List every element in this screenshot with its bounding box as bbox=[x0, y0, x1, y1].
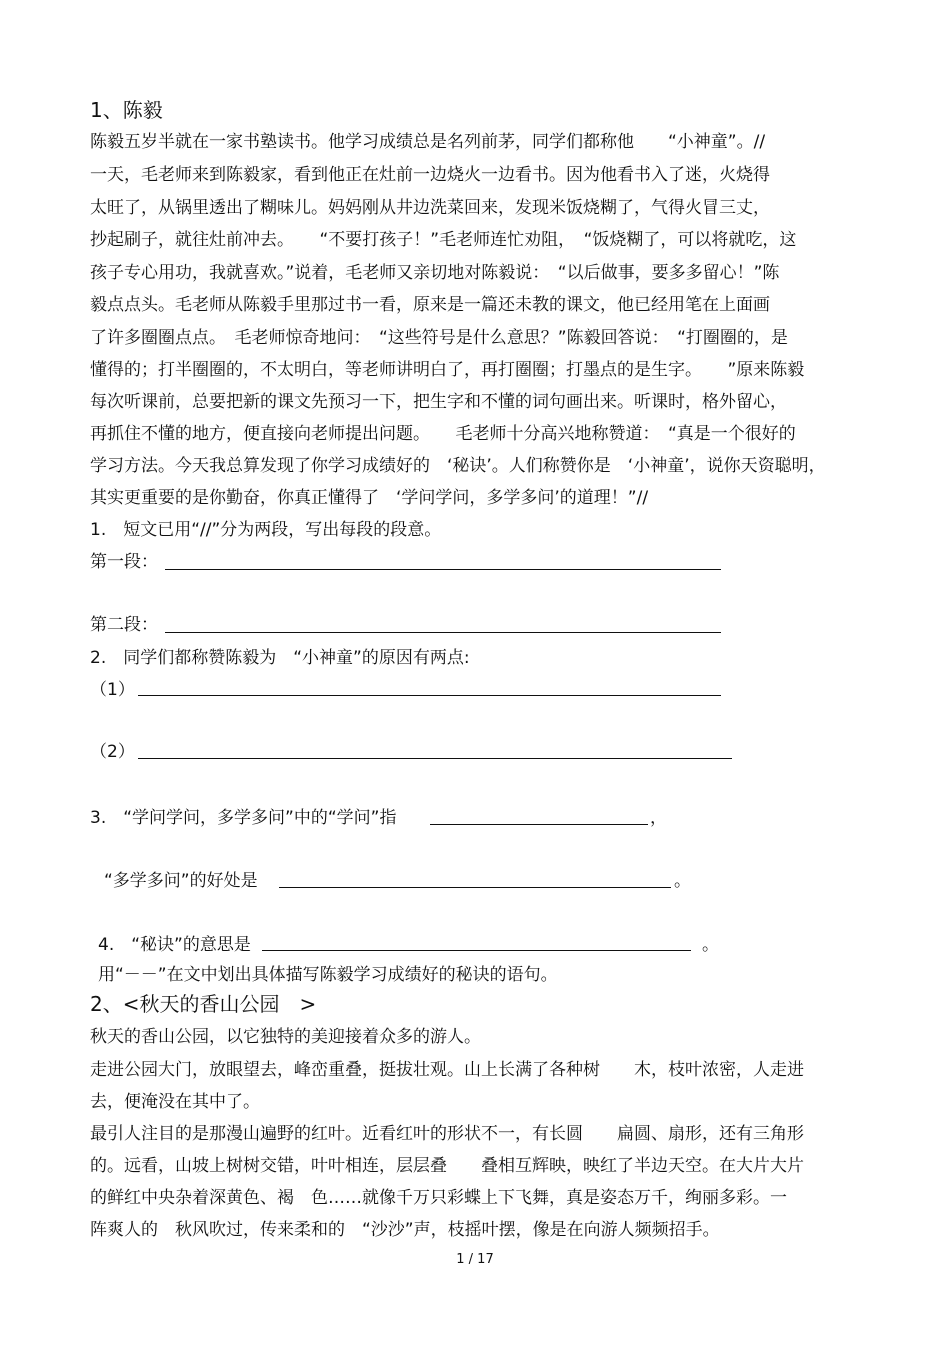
passage-line: 秋天的香山公园，以它独特的美迎接着众多的游人。 bbox=[90, 1027, 481, 1047]
passage-line: 去，便淹没在其中了。 bbox=[90, 1092, 260, 1112]
reason-2-answer-line[interactable] bbox=[138, 758, 732, 759]
segment-1-answer-line[interactable] bbox=[165, 569, 721, 570]
question-3b-end: 。 bbox=[674, 871, 691, 891]
question-3b: “多学多问”的好处是 bbox=[104, 871, 258, 891]
segment-2-label: 第二段： bbox=[90, 615, 158, 635]
passage-line: 了许多圈圈点点。 毛老师惊奇地问： “这些符号是什么意思？”陈毅回答说： “打圈圈的，是 bbox=[90, 328, 788, 348]
reason-2-label: （2） bbox=[90, 742, 135, 762]
question-4b: 用“－－”在文中划出具体描写陈毅学习成绩好的秘诀的语句。 bbox=[98, 965, 558, 985]
passage-line: 一天，毛老师来到陈毅家，看到他正在灶前一边烧火一边看书。因为他看书入了迷，火烧得 bbox=[90, 165, 770, 185]
section-1-heading: 1、陈毅 bbox=[90, 98, 163, 122]
passage-line: 太旺了，从锅里透出了糊味儿。妈妈刚从井边洗菜回来，发现米饭烧糊了，气得火冒三丈， bbox=[90, 198, 770, 218]
reason-1-label: （1） bbox=[90, 680, 135, 700]
question-3-answer-line[interactable] bbox=[430, 824, 648, 825]
passage-line: 孩子专心用功，我就喜欢。”说着，毛老师又亲切地对陈毅说： “以后做事，要多多留心！”陈 bbox=[90, 263, 780, 283]
passage-line: 其实更重要的是你勤奋，你真正懂得了 ‘学问学问，多学多问’的道理！”// bbox=[90, 488, 649, 508]
passage-line: 每次听课前，总要把新的课文先预习一下，把生字和不懂的词句画出来。听课时，格外留心， bbox=[90, 392, 787, 412]
passage-line: 毅点点头。毛老师从陈毅手里那过书一看，原来是一篇还未教的课文，他已经用笔在上面画 bbox=[90, 295, 770, 315]
question-1: 1. 短文已用“//”分为两段，写出每段的段意。 bbox=[90, 520, 442, 540]
passage-line: 走进公园大门，放眼望去，峰峦重叠，挺拔壮观。山上长满了各种树 木，枝叶浓密，人走进 bbox=[90, 1060, 804, 1080]
passage-line: 懂得的；打半圈圈的，不太明白，等老师讲明白了，再打圈圈；打墨点的是生字。 ”原来陈毅 bbox=[90, 360, 805, 380]
question-4-answer-line[interactable] bbox=[262, 950, 691, 951]
question-4: 4. “秘诀”的意思是 bbox=[98, 935, 251, 955]
question-4-end: 。 bbox=[702, 935, 719, 955]
passage-line: 再抓住不懂的地方，便直接向老师提出问题。 毛老师十分高兴地称赞道： “真是一个很好的 bbox=[90, 424, 796, 444]
passage-line: 的。远看，山坡上树树交错，叶叶相连，层层叠 叠相互辉映，映红了半边天空。在大片大片 bbox=[90, 1156, 804, 1176]
segment-1-label: 第一段： bbox=[90, 552, 158, 572]
passage-line: 抄起刷子，就往灶前冲去。 “不要打孩子！”毛老师连忙劝阻， “饭烧糊了，可以将就吃，这 bbox=[90, 230, 797, 250]
section-2-heading: 2、<秋天的香山公园 > bbox=[90, 992, 317, 1016]
passage-line: 阵爽人的 秋风吹过，传来柔和的 “沙沙”声，枝摇叶摆，像是在向游人频频招手。 bbox=[90, 1220, 720, 1240]
question-3b-answer-line[interactable] bbox=[279, 887, 671, 888]
question-3-end: ， bbox=[650, 808, 667, 828]
passage-line: 学习方法。今天我总算发现了你学习成绩好的 ‘秘诀’。人们称赞你是 ‘小神童’，说你天资聪明， bbox=[90, 456, 826, 476]
page-number: 1 / 17 bbox=[456, 1252, 494, 1267]
segment-2-answer-line[interactable] bbox=[165, 632, 721, 633]
question-3: 3. “学问学问，多学多问”中的“学问”指 bbox=[90, 808, 397, 828]
passage-line: 最引人注目的是那漫山遍野的红叶。近看红叶的形状不一，有长圆 扁圆、扇形，还有三角形 bbox=[90, 1124, 804, 1144]
passage-line: 的鲜红中央杂着深黄色、褐 色……就像千万只彩蝶上下飞舞，真是姿态万千，绚丽多彩。一 bbox=[90, 1188, 787, 1208]
passage-line: 陈毅五岁半就在一家书塾读书。他学习成绩总是名列前茅，同学们都称他 “小神童”。// bbox=[90, 132, 766, 152]
question-2: 2. 同学们都称赞陈毅为 “小神童”的原因有两点: bbox=[90, 648, 470, 668]
reason-1-answer-line[interactable] bbox=[138, 695, 721, 696]
